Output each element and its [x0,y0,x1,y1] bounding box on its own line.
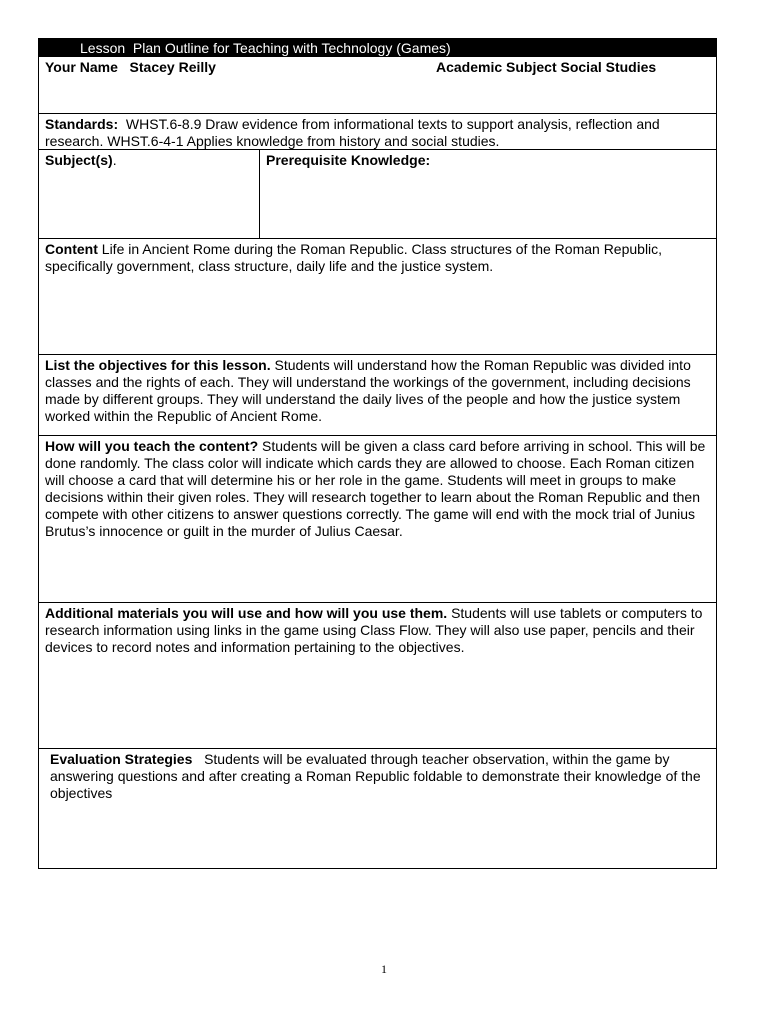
subject-prerequisite-row [39,149,716,238]
objectives-text: Students will understand how the Roman Republic was divided into classes and the rights of each. They will understand the workings of the government, including decisions made by different groups. They will understand the daily lives of the people and how the justice system worked within the Republic of Ancient Rome. [45,357,691,424]
name-row [39,57,716,113]
form-title [39,39,716,57]
standards-section: Standards: WHST.6-8.9 Draw evidence from informational texts to support analysis, reflection and research. WHST.6-4-1 Applies knowledge from history and social studies. [39,113,716,149]
subjects-punct: . [112,152,117,168]
content-text: Life in Ancient Rome during the Roman Republic. Class structures of the Roman Republic, specifically government, class structure, daily life and the justice system. [45,241,663,274]
lesson-plan-form [38,38,717,869]
content-section [39,238,716,354]
prerequisite-cell [260,150,716,238]
academic-subject-label: Academic Subject [436,59,557,75]
objectives-section [39,354,716,435]
teaching-method-label: How will you teach the content? [45,438,259,454]
subjects-label: Subject(s) [45,152,113,168]
form-title-text: Lesson Plan Outline for Teaching with Technology (Games) [80,40,451,56]
evaluation-section [39,748,716,868]
page-number: 1 [381,962,387,976]
objectives-label: List the objectives for this lesson. [45,357,271,373]
name-field [45,59,216,76]
standards-label: Standards [45,116,114,132]
subjects-cell [39,150,260,238]
prerequisite-label: Prerequisite Knowledge: [266,152,431,168]
teaching-method-text: Students will be given a class card before arriving in school. This will be done randomly. The class color will indicate which cards they are allowed to choose. Each Roman citizen will choose a card that will determine his or her role in the game. Students will meet in groups to make decisions within their given roles. They will research together to learn about the Roman Republic and then compete with other citizens to answer questions correctly. The game will end with the mock trial of Junius Brutus’s innocence or guilt in the murder of Julius Caesar. [45,438,706,539]
teaching-method-section [39,435,716,602]
name-label: Your Name [45,59,118,75]
materials-section [39,602,716,748]
content-label: Content [45,241,98,257]
materials-label: Additional materials you will use and how will you use them. [45,605,448,621]
academic-subject-field [436,59,656,76]
materials-text: Students will use tablets or computers to research information using links in the game using Class Flow. They will also use paper, pencils and their devices to record notes and information pertaining to the objectives. [45,605,703,655]
evaluation-label: Evaluation Strategies [50,751,193,767]
standards-text: WHST.6-8.9 Draw evidence from informational texts to support analysis, reflection and research. WHST.6-4-1 Applies knowledge from history and social studies. [45,116,660,149]
academic-subject-value: Social Studies [560,59,657,75]
evaluation-text: Students will be evaluated through teacher observation, within the game by answering questions and after creating a Roman Republic foldable to demonstrate their knowledge of the objectives [50,751,701,801]
name-value: Stacey Reilly [129,59,216,75]
